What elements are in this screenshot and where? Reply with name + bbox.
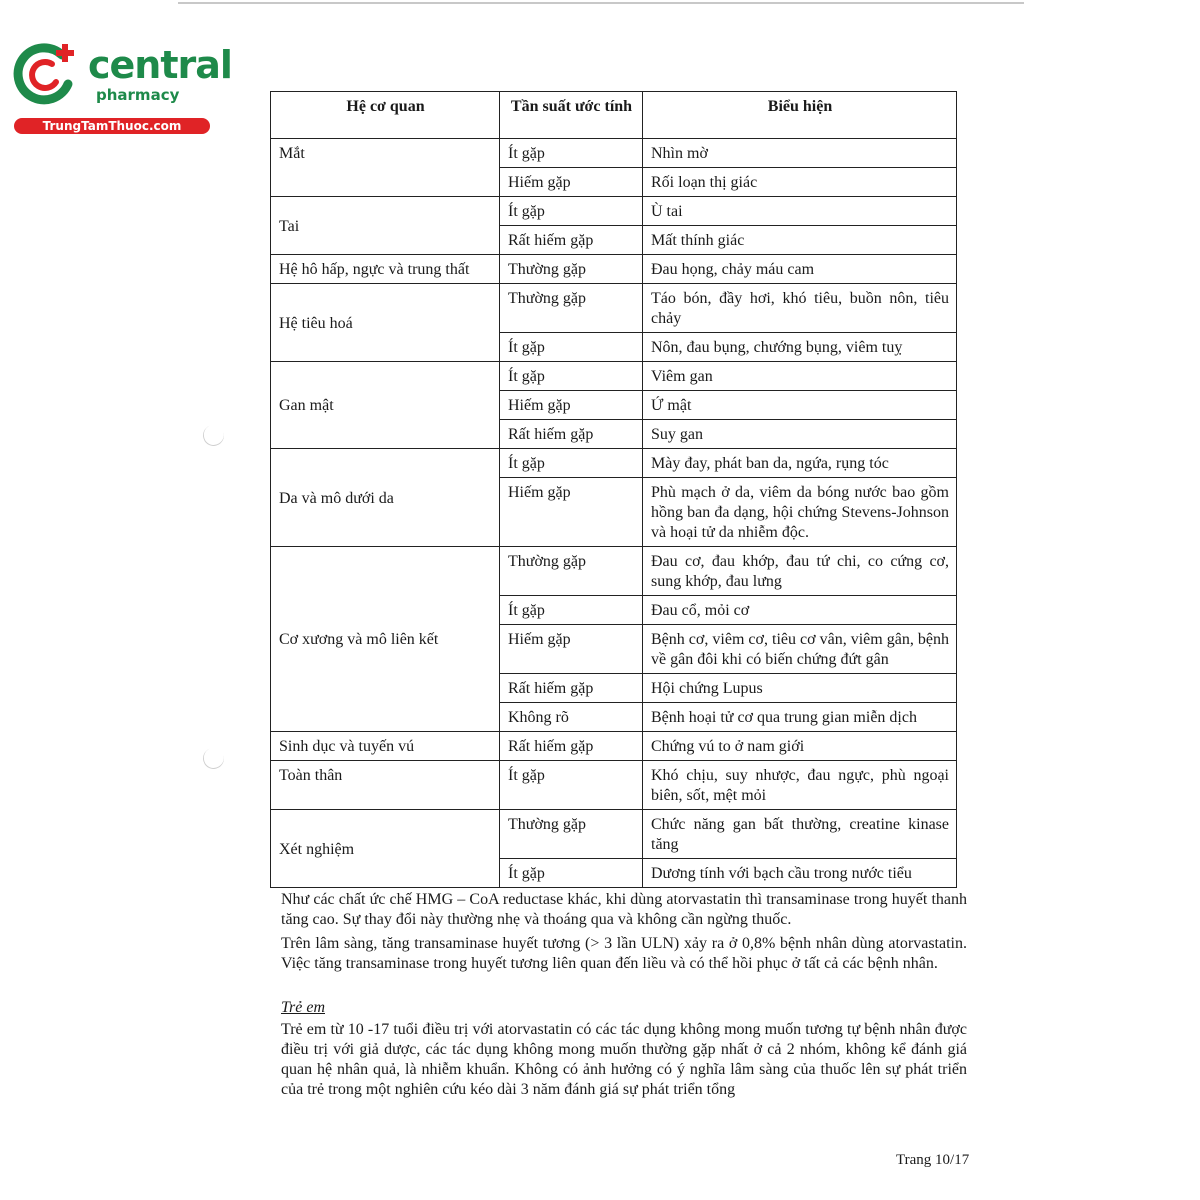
pharmacy-cross-icon	[12, 40, 78, 106]
manifestation-cell: Mày đay, phát ban da, ngứa, rụng tóc	[643, 449, 957, 478]
frequency-cell: Ít gặp	[500, 139, 643, 168]
frequency-cell: Ít gặp	[500, 362, 643, 391]
punch-hole-mark	[200, 422, 227, 449]
organ-cell: Gan mật	[271, 362, 500, 449]
frequency-cell: Rất hiếm gặp	[500, 226, 643, 255]
frequency-cell: Không rõ	[500, 703, 643, 732]
manifestation-cell: Bệnh cơ, viêm cơ, tiêu cơ vân, viêm gân, bệnh về gân đôi khi có biến chứng đứt gân	[643, 625, 957, 674]
organ-cell: Tai	[271, 197, 500, 255]
brand-logo[interactable]	[10, 38, 232, 138]
frequency-cell: Rất hiếm gặp	[500, 420, 643, 449]
frequency-cell: Hiếm gặp	[500, 625, 643, 674]
header-manifestation: Biểu hiện	[643, 92, 957, 139]
adverse-effects-table	[270, 91, 957, 888]
scan-top-edge	[178, 2, 1024, 4]
table-row	[271, 732, 957, 761]
subheading-children: Trẻ em	[281, 999, 325, 1016]
organ-cell: Xét nghiệm	[271, 810, 500, 888]
table-row	[271, 139, 957, 168]
manifestation-cell: Ù tai	[643, 197, 957, 226]
paragraph-transaminase: Như các chất ức chế HMG – CoA reductase khác, khi dùng atorvastatin thì transaminase trong huyết thanh tăng cao. Sự thay đổi này thường nhẹ và thoáng qua và không cần ngừng thuốc.	[281, 891, 967, 928]
manifestation-cell: Nôn, đau bụng, chướng bụng, viêm tuỵ	[643, 333, 957, 362]
organ-cell: Toàn thân	[271, 761, 500, 810]
manifestation-cell: Mất thính giác	[643, 226, 957, 255]
organ-cell: Sinh dục và tuyến vú	[271, 732, 500, 761]
manifestation-cell: Khó chịu, suy nhược, đau ngực, phù ngoại biên, sốt, mệt mỏi	[643, 761, 957, 810]
paragraph-children: Trẻ em từ 10 -17 tuổi điều trị với atorvastatin có các tác dụng không mong muốn tương tự bệnh nhân được điều trị với giả dược, các tác dụng không mong muốn thường gặp nhất ở cả 2 nhóm, không kể đánh giá quan hệ nhân quả, là nhiễm khuẩn. Không có ảnh hưởng có ý nghĩa lâm sàng của thuốc lên sự phát triển của trẻ trong một nghiên cứu kéo dài 3 năm đánh giá sự phát triển tổng	[281, 1021, 967, 1098]
manifestation-cell: Suy gan	[643, 420, 957, 449]
frequency-cell: Rất hiếm gặp	[500, 732, 643, 761]
frequency-cell: Thường gặp	[500, 255, 643, 284]
organ-cell: Cơ xương và mô liên kết	[271, 547, 500, 732]
frequency-cell: Ít gặp	[500, 333, 643, 362]
frequency-cell: Hiếm gặp	[500, 391, 643, 420]
frequency-cell: Thường gặp	[500, 810, 643, 859]
frequency-cell: Ít gặp	[500, 449, 643, 478]
manifestation-cell: Dương tính với bạch cầu trong nước tiểu	[643, 859, 957, 888]
frequency-cell: Ít gặp	[500, 596, 643, 625]
manifestation-cell: Hội chứng Lupus	[643, 674, 957, 703]
frequency-cell: Ít gặp	[500, 197, 643, 226]
frequency-cell: Thường gặp	[500, 284, 643, 333]
header-frequency: Tần suất ước tính	[500, 92, 643, 139]
frequency-cell: Thường gặp	[500, 547, 643, 596]
organ-cell: Mắt	[271, 139, 500, 197]
manifestation-cell: Đau họng, chảy máu cam	[643, 255, 957, 284]
manifestation-cell: Viêm gan	[643, 362, 957, 391]
manifestation-cell: Ứ mật	[643, 391, 957, 420]
table-header-row	[271, 92, 957, 139]
table-row	[271, 362, 957, 391]
manifestation-cell: Bệnh hoại tử cơ qua trung gian miễn dịch	[643, 703, 957, 732]
table-row	[271, 255, 957, 284]
manifestation-cell: Phù mạch ở da, viêm da bóng nước bao gồm hồng ban đa dạng, hội chứng Stevens-Johnson và hoại tử da nhiễm độc.	[643, 478, 957, 547]
organ-cell: Hệ hô hấp, ngực và trung thất	[271, 255, 500, 284]
manifestation-cell: Đau cơ, đau khớp, đau tứ chi, co cứng cơ, sung khớp, đau lưng	[643, 547, 957, 596]
frequency-cell: Ít gặp	[500, 761, 643, 810]
brand-name: central	[88, 43, 232, 87]
frequency-cell: Ít gặp	[500, 859, 643, 888]
manifestation-cell: Nhìn mờ	[643, 139, 957, 168]
table-row	[271, 810, 957, 859]
organ-cell: Da và mô dưới da	[271, 449, 500, 547]
frequency-cell: Rất hiếm gặp	[500, 674, 643, 703]
frequency-cell: Hiếm gặp	[500, 168, 643, 197]
table-row	[271, 547, 957, 596]
manifestation-cell: Rối loạn thị giác	[643, 168, 957, 197]
paragraph-clinical: Trên lâm sàng, tăng transaminase huyết tương (> 3 lần ULN) xảy ra ở 0,8% bệnh nhân dùng atorvastatin. Việc tăng transaminase trong huyết tương liên quan đến liều và có thể hồi phục ở tất cả các bệnh nhân.	[281, 935, 967, 972]
brand-subtitle: pharmacy	[96, 86, 180, 104]
header-organ-system: Hệ cơ quan	[271, 92, 500, 139]
table-row	[271, 761, 957, 810]
brand-website[interactable]: TrungTamThuoc.com	[14, 118, 210, 134]
punch-hole-mark	[200, 745, 227, 772]
manifestation-cell: Đau cổ, mỏi cơ	[643, 596, 957, 625]
page-number: Trang 10/17	[896, 1152, 970, 1168]
table-row	[271, 449, 957, 478]
organ-cell: Hệ tiêu hoá	[271, 284, 500, 362]
manifestation-cell: Táo bón, đầy hơi, khó tiêu, buồn nôn, tiêu chảy	[643, 284, 957, 333]
manifestation-cell: Chứng vú to ở nam giới	[643, 732, 957, 761]
manifestation-cell: Chức năng gan bất thường, creatine kinase tăng	[643, 810, 957, 859]
table-row	[271, 197, 957, 226]
table-row	[271, 284, 957, 333]
frequency-cell: Hiếm gặp	[500, 478, 643, 547]
